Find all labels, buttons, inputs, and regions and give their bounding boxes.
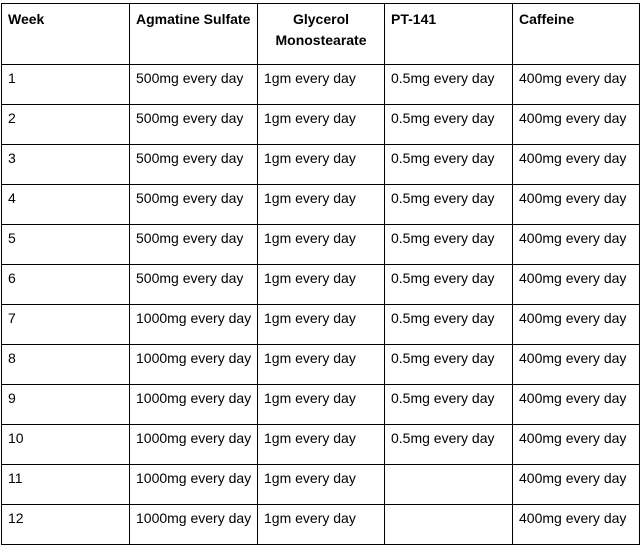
cell-caffeine: 400mg every day xyxy=(513,225,640,265)
cell-agmatine-sulfate: 1000mg every day xyxy=(130,505,258,545)
cell-glycerol-monostearate: 1gm every day xyxy=(258,345,385,385)
cell-week: 8 xyxy=(2,345,130,385)
table-row xyxy=(2,225,640,265)
cell-caffeine: 400mg every day xyxy=(513,105,640,145)
table-row xyxy=(2,345,640,385)
table-row xyxy=(2,185,640,225)
cell-glycerol-monostearate: 1gm every day xyxy=(258,185,385,225)
cell-glycerol-monostearate: 1gm every day xyxy=(258,225,385,265)
header-week: Week xyxy=(2,4,130,65)
cell-week: 7 xyxy=(2,305,130,345)
cell-agmatine-sulfate: 1000mg every day xyxy=(130,425,258,465)
table-row xyxy=(2,505,640,545)
cell-glycerol-monostearate: 1gm every day xyxy=(258,105,385,145)
cell-pt-141 xyxy=(385,465,513,505)
cell-caffeine: 400mg every day xyxy=(513,345,640,385)
cell-week: 1 xyxy=(2,65,130,105)
cell-pt-141 xyxy=(385,505,513,545)
cell-pt-141: 0.5mg every day xyxy=(385,225,513,265)
cell-agmatine-sulfate: 1000mg every day xyxy=(130,465,258,505)
table-row xyxy=(2,265,640,305)
header-pt-141: PT-141 xyxy=(385,4,513,65)
cell-week: 11 xyxy=(2,465,130,505)
cell-pt-141: 0.5mg every day xyxy=(385,185,513,225)
cell-caffeine: 400mg every day xyxy=(513,65,640,105)
table-row xyxy=(2,425,640,465)
cell-agmatine-sulfate: 500mg every day xyxy=(130,225,258,265)
cell-pt-141: 0.5mg every day xyxy=(385,345,513,385)
cell-week: 10 xyxy=(2,425,130,465)
cell-agmatine-sulfate: 500mg every day xyxy=(130,185,258,225)
cell-glycerol-monostearate: 1gm every day xyxy=(258,425,385,465)
cell-agmatine-sulfate: 500mg every day xyxy=(130,145,258,185)
cell-agmatine-sulfate: 500mg every day xyxy=(130,105,258,145)
cell-agmatine-sulfate: 500mg every day xyxy=(130,65,258,105)
cell-week: 6 xyxy=(2,265,130,305)
cell-agmatine-sulfate: 1000mg every day xyxy=(130,345,258,385)
cell-agmatine-sulfate: 500mg every day xyxy=(130,265,258,305)
table-row xyxy=(2,105,640,145)
cell-week: 3 xyxy=(2,145,130,185)
cell-agmatine-sulfate: 1000mg every day xyxy=(130,305,258,345)
cell-caffeine: 400mg every day xyxy=(513,265,640,305)
cell-caffeine: 400mg every day xyxy=(513,385,640,425)
cell-caffeine: 400mg every day xyxy=(513,465,640,505)
table-row xyxy=(2,305,640,345)
cell-week: 5 xyxy=(2,225,130,265)
table-header-row xyxy=(2,4,640,65)
cell-pt-141: 0.5mg every day xyxy=(385,65,513,105)
cell-glycerol-monostearate: 1gm every day xyxy=(258,145,385,185)
cell-pt-141: 0.5mg every day xyxy=(385,425,513,465)
cell-glycerol-monostearate: 1gm every day xyxy=(258,385,385,425)
cell-week: 4 xyxy=(2,185,130,225)
cell-week: 12 xyxy=(2,505,130,545)
cell-caffeine: 400mg every day xyxy=(513,145,640,185)
table-row xyxy=(2,65,640,105)
cell-pt-141: 0.5mg every day xyxy=(385,265,513,305)
cell-glycerol-monostearate: 1gm every day xyxy=(258,465,385,505)
header-agmatine-sulfate: Agmatine Sulfate xyxy=(130,4,258,65)
cell-week: 2 xyxy=(2,105,130,145)
cell-glycerol-monostearate: 1gm every day xyxy=(258,65,385,105)
cell-agmatine-sulfate: 1000mg every day xyxy=(130,385,258,425)
table-row xyxy=(2,145,640,185)
cell-glycerol-monostearate: 1gm every day xyxy=(258,505,385,545)
cell-caffeine: 400mg every day xyxy=(513,185,640,225)
cell-pt-141: 0.5mg every day xyxy=(385,145,513,185)
header-caffeine: Caffeine xyxy=(513,4,640,65)
header-glycerol-monostearate: Glycerol Monostearate xyxy=(258,4,385,65)
cell-caffeine: 400mg every day xyxy=(513,505,640,545)
cell-caffeine: 400mg every day xyxy=(513,425,640,465)
cell-glycerol-monostearate: 1gm every day xyxy=(258,305,385,345)
cell-pt-141: 0.5mg every day xyxy=(385,305,513,345)
dosage-schedule-table xyxy=(1,3,640,545)
cell-pt-141: 0.5mg every day xyxy=(385,105,513,145)
cell-pt-141: 0.5mg every day xyxy=(385,385,513,425)
cell-glycerol-monostearate: 1gm every day xyxy=(258,265,385,305)
cell-week: 9 xyxy=(2,385,130,425)
table-row xyxy=(2,465,640,505)
table-row xyxy=(2,385,640,425)
cell-caffeine: 400mg every day xyxy=(513,305,640,345)
